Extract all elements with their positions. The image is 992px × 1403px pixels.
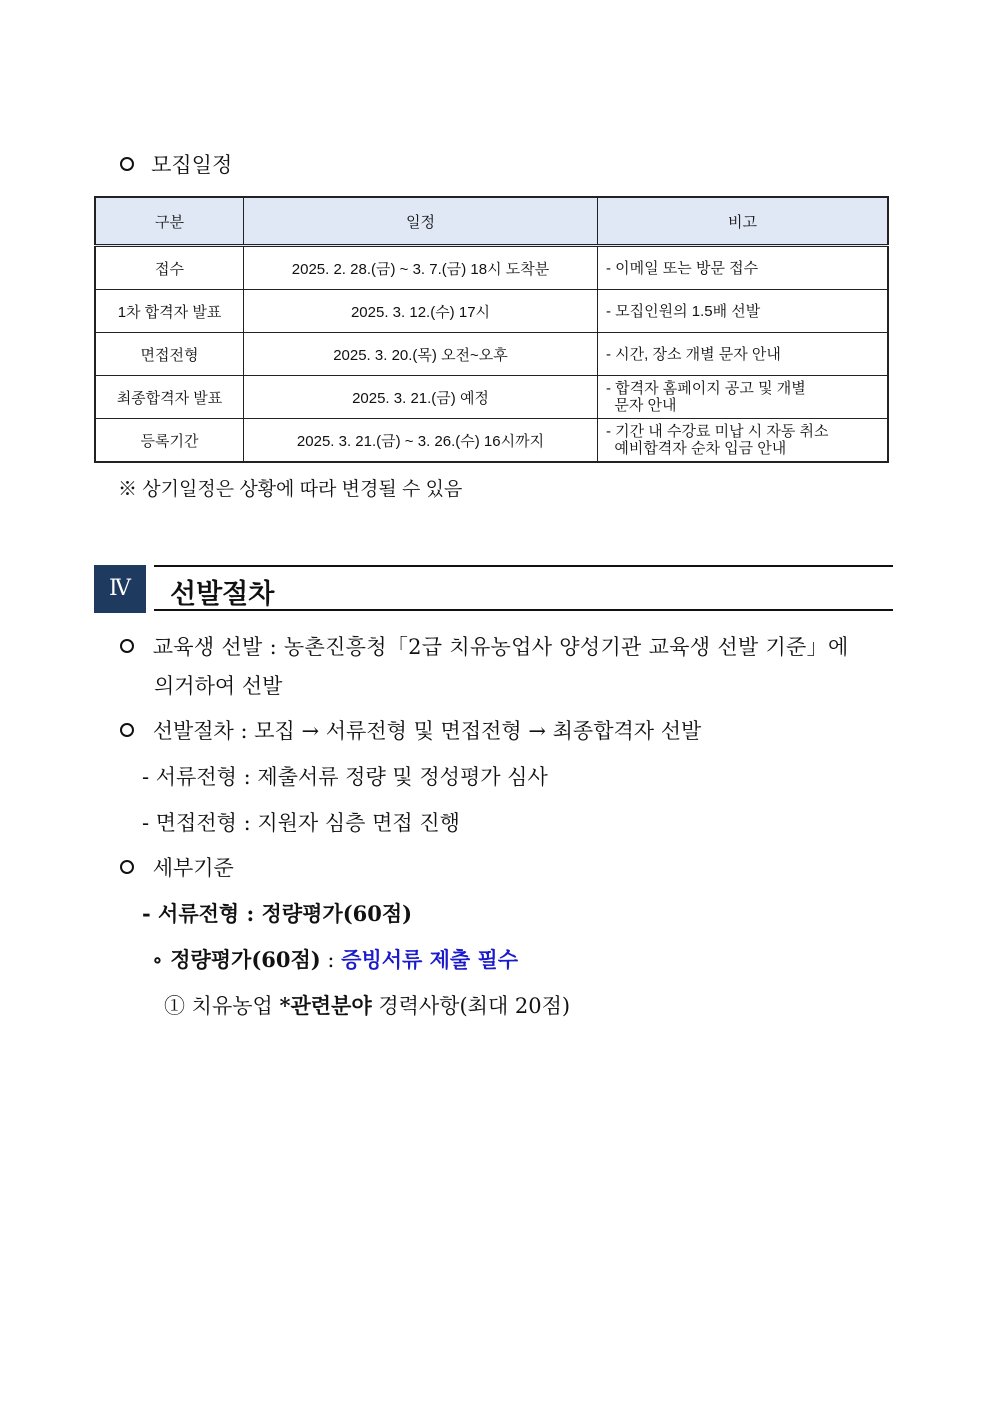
circle-bullet-icon <box>120 860 134 874</box>
item-criteria: 세부기준 <box>152 856 234 880</box>
row-date: 2025. 3. 12.(수) 17시 <box>244 290 598 333</box>
row-date: 2025. 3. 20.(목) 오전~오후 <box>244 333 598 376</box>
table-row <box>95 419 888 463</box>
circle-bullet-icon <box>120 639 134 653</box>
header-category: 구분 <box>95 197 244 246</box>
row-date: 2025. 3. 21.(금) ~ 3. 26.(수) 16시까지 <box>244 419 598 463</box>
row-note: - 기간 내 수강료 미납 시 자동 취소 예비합격자 순차 입금 안내 <box>598 419 889 463</box>
header-note: 비고 <box>598 197 889 246</box>
row-note: - 합격자 홈페이지 공고 및 개별 문자 안내 <box>598 376 889 419</box>
row-category: 접수 <box>95 246 244 290</box>
table-row <box>95 290 888 333</box>
row-category: 최종합격자 발표 <box>95 376 244 419</box>
sub-interview: - 면접전형 : 지원자 심층 면접 진행 <box>142 811 460 835</box>
table-row <box>95 376 888 419</box>
schedule-table <box>94 196 889 463</box>
criterion-1-suffix: 경력사항(최대 20점) <box>371 994 571 1018</box>
schedule-footnote: ※ 상기일정은 상황에 따라 변경될 수 있음 <box>118 479 463 500</box>
quant-eval-row <box>152 944 518 974</box>
row-date: 2025. 2. 28.(금) ~ 3. 7.(금) 18시 도착분 <box>244 246 598 290</box>
sub-document-screening: - 서류전형 : 제출서류 정량 및 정성평가 심사 <box>142 765 548 789</box>
table-header-row <box>95 197 888 246</box>
row-category: 1차 합격자 발표 <box>95 290 244 333</box>
criterion-1-bold: *관련분야 <box>279 993 372 1018</box>
row-note: - 시간, 장소 개별 문자 안내 <box>598 333 889 376</box>
doc-screening-criteria: - 서류전형 : 정량평가(60점) <box>142 901 413 926</box>
criterion-1-prefix: ① 치유농업 <box>164 994 280 1018</box>
quant-eval-separator: : <box>320 948 342 972</box>
section-title-bar <box>154 565 893 611</box>
row-category: 면접전형 <box>95 333 244 376</box>
section-number-badge: Ⅳ <box>94 565 146 613</box>
row-note: - 모집인원의 1.5배 선발 <box>598 290 889 333</box>
quant-eval-label: ∘ 정량평가(60점) <box>152 947 321 972</box>
item-selection-line2: 의거하여 선발 <box>154 674 283 698</box>
circle-bullet-icon <box>120 723 134 737</box>
criterion-1-row <box>164 990 570 1020</box>
item-selection-line1: 교육생 선발 : 농촌진흥청「2급 치유농업사 양성기관 교육생 선발 기준」에 <box>152 635 849 659</box>
table-row <box>95 333 888 376</box>
circle-bullet-icon <box>120 157 134 171</box>
item-selection-row <box>120 631 849 661</box>
item-procedure-row <box>120 715 701 745</box>
schedule-heading-row <box>120 149 232 179</box>
quant-eval-note: 증빙서류 제출 필수 <box>341 947 519 972</box>
schedule-heading: 모집일정 <box>151 153 233 177</box>
row-note: - 이메일 또는 방문 접수 <box>598 246 889 290</box>
header-date: 일정 <box>244 197 598 246</box>
table-row <box>95 246 888 290</box>
row-date: 2025. 3. 21.(금) 예정 <box>244 376 598 419</box>
row-category: 등록기간 <box>95 419 244 463</box>
item-procedure: 선발절차 : 모집 → 서류전형 및 면접전형 → 최종합격자 선발 <box>152 719 702 743</box>
item-criteria-row <box>120 852 234 882</box>
section-title: 선발절차 <box>170 579 275 610</box>
